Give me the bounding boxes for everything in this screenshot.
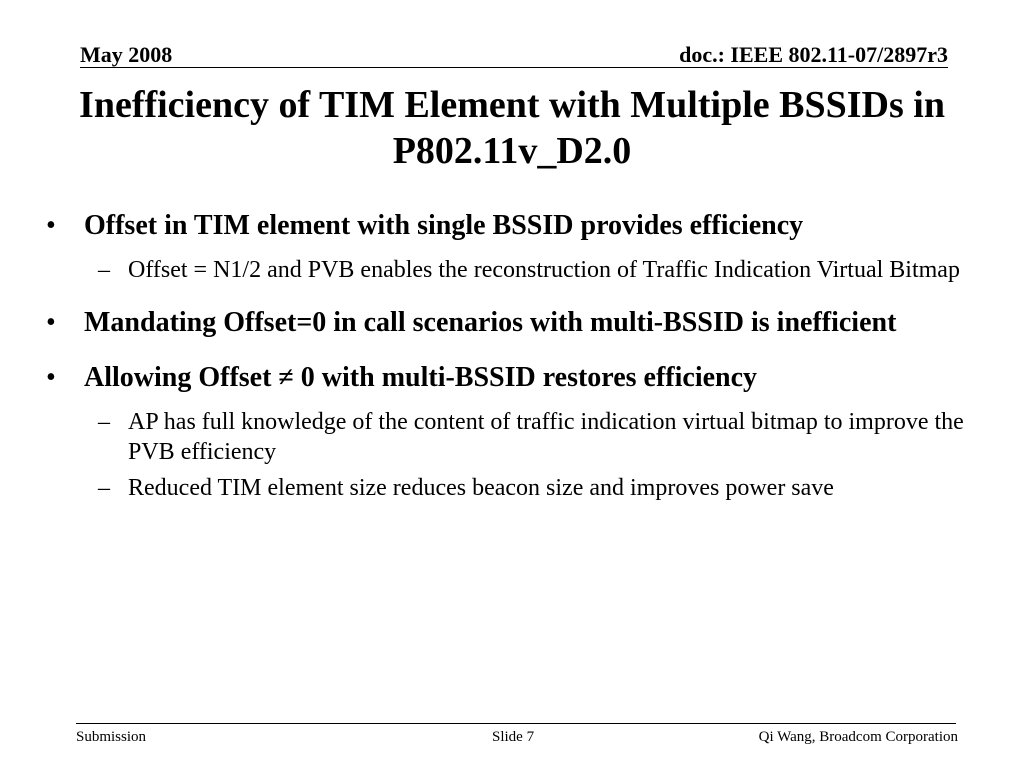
sub-bullet-item (46, 473, 966, 503)
footer-divider (76, 723, 956, 724)
bullet-text: Offset in TIM element with single BSSID provides efficiency (84, 210, 804, 241)
sub-bullet-marker: – (98, 475, 110, 501)
footer-author: Qi Wang, Broadcom Corporation (758, 729, 958, 745)
bullet-marker: • (46, 210, 56, 241)
sub-bullet-marker: – (98, 257, 110, 283)
bullet-marker: • (46, 307, 56, 338)
slide-title (40, 82, 984, 174)
sub-bullet-text: AP has full knowledge of the content of traffic indication virtual bitmap to improve the PVB efficiency (128, 409, 964, 465)
footer-submission: Submission (76, 729, 147, 745)
slide-content (46, 208, 966, 503)
footer-slide-number: Slide 7 (492, 729, 535, 745)
sub-bullet-item (46, 407, 966, 467)
bullet-item (46, 208, 966, 243)
slide-title-line1: Inefficiency of TIM Element with Multiple BSSIDs in (79, 84, 945, 126)
header-doc-id: doc.: IEEE 802.11-07/2897r3 (679, 42, 948, 67)
sub-bullet-text: Reduced TIM element size reduces beacon size and improves power save (128, 475, 834, 501)
bullet-item (46, 305, 966, 340)
header-divider (80, 67, 948, 68)
bullet-text: Mandating Offset=0 in call scenarios with multi-BSSID is inefficient (84, 307, 897, 338)
sub-bullet-marker: – (98, 409, 110, 435)
sub-bullet-item (46, 255, 966, 285)
sub-bullet-text: Offset = N1/2 and PVB enables the reconstruction of Traffic Indication Virtual Bitmap (128, 257, 960, 283)
bullet-text: Allowing Offset ≠ 0 with multi-BSSID restores efficiency (84, 362, 758, 393)
bullet-marker: • (46, 362, 56, 393)
slide-title-line2: P802.11v_D2.0 (392, 130, 632, 172)
bullet-item (46, 360, 966, 395)
header-date: May 2008 (80, 42, 173, 67)
